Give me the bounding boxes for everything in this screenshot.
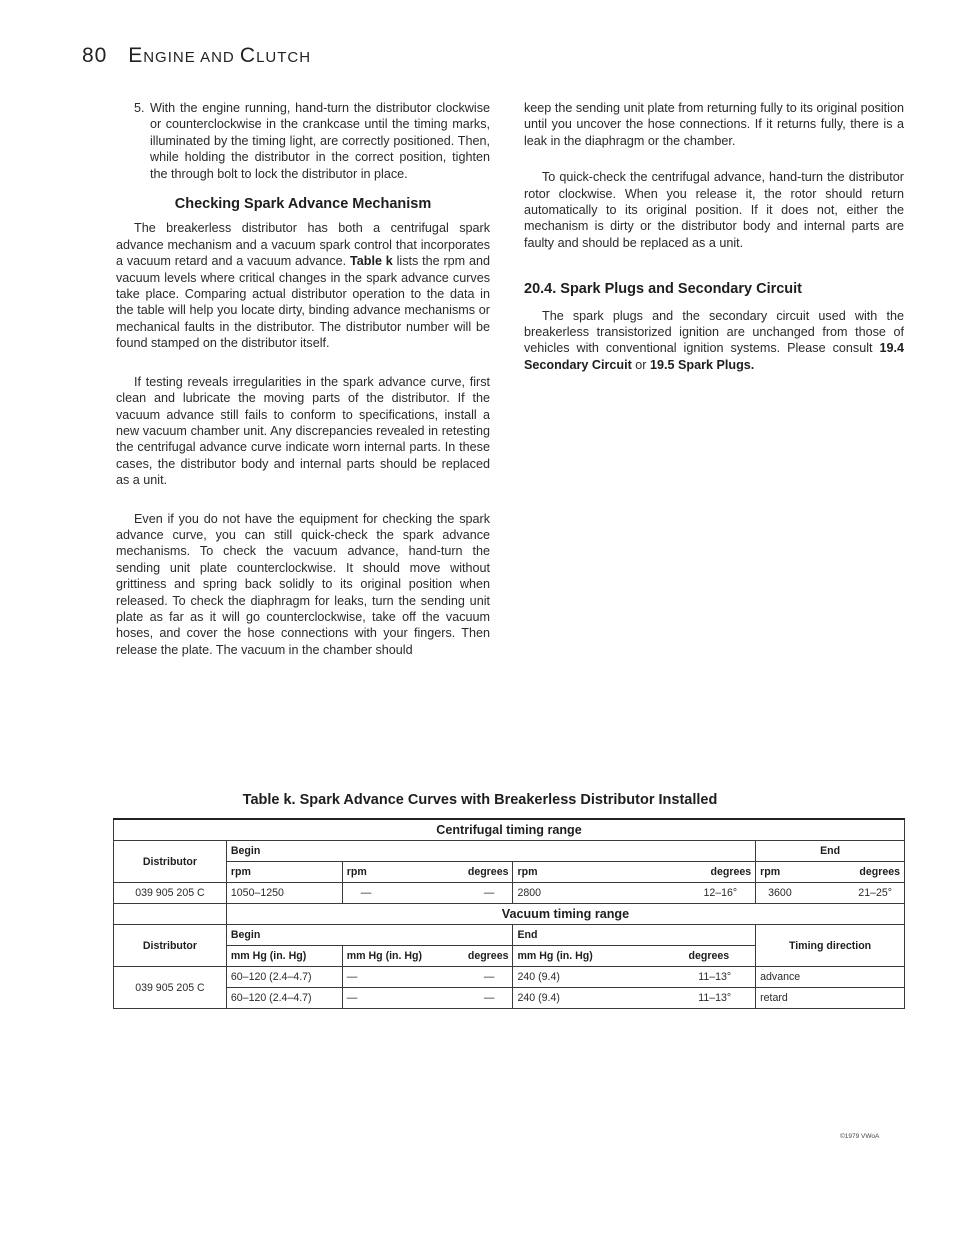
degrees-label: degrees — [859, 866, 900, 878]
rpm-header: rpm — [226, 862, 342, 883]
distributor-cell: 039 905 205 C — [114, 883, 227, 904]
mmhg-value: 240 (9.4) — [517, 971, 560, 983]
distributor-header: Distributor — [114, 925, 227, 967]
mmhg-label: mm Hg (in. Hg) — [517, 950, 593, 962]
rpm-degrees-header — [513, 862, 756, 883]
mmhg-degrees-header — [342, 946, 513, 967]
mmhg-value: — — [346, 992, 358, 1004]
mmhg-value: 240 (9.4) — [517, 992, 560, 1004]
paragraph — [116, 220, 490, 351]
vacuum-range-header: Vacuum timing range — [226, 904, 904, 925]
section-heading: Checking Spark Advance Mechanism — [174, 196, 432, 213]
end-header: End — [756, 841, 905, 862]
mmhg-degrees-cell — [513, 988, 756, 1009]
end-header: End — [513, 925, 756, 946]
distributor-cell: 039 905 205 C — [114, 967, 227, 1009]
degrees-label: degrees — [688, 950, 730, 962]
mmhg-header: mm Hg (in. Hg) — [226, 946, 342, 967]
paragraph: If testing reveals irregularities in the spark advance curve, first clean and lubricate the moving parts of the distributor. If the vacuum advance still fails to conform to specifications, install a new vacuum chamber unit. Any discrepancies revealed in retesting the centrifugal advance curve indicate worn internal parts. In these cases, the distributor body and internal parts should be replaced as a unit. — [116, 374, 490, 488]
right-column — [524, 100, 904, 388]
left-column — [116, 100, 490, 673]
mmhg-degrees-header — [513, 946, 756, 967]
begin-cell: 60–120 (2.4–4.7) — [226, 988, 342, 1009]
paragraph — [524, 308, 904, 374]
paragraph: keep the sending unit plate from returning fully to its original position until you uncover the hose connections. If it returns fully, there is a leak in the diaphragm or the chamber. — [524, 101, 904, 148]
title-part: AND — [195, 49, 240, 66]
begin-rpm-cell: 1050–1250 — [226, 883, 342, 904]
title-part: LUTCH — [256, 49, 312, 66]
section-heading: 20.4. Spark Plugs and Secondary Circuit — [524, 281, 803, 298]
end-cell — [756, 883, 905, 904]
spark-advance-table — [113, 818, 905, 1009]
table-row — [114, 988, 905, 1009]
degrees-value: — — [483, 887, 495, 899]
mmhg-degrees-cell — [513, 967, 756, 988]
text: The breakerless distributor has both a centrifugal spark advance mechanism and a vacuum spark control that incorporates a vacuum retard and a vacuum advance. — [116, 221, 490, 269]
mmhg-degrees-cell — [342, 967, 513, 988]
mmhg-degrees-cell — [342, 988, 513, 1009]
copyright-notice: ©1979 VWoA — [840, 1133, 880, 1140]
degrees-value: 11–13° — [698, 992, 732, 1004]
rpm-value: — — [360, 887, 372, 899]
rpm-degrees-header — [342, 862, 513, 883]
degrees-value: 12–16° — [703, 887, 738, 899]
degrees-label: degrees — [467, 950, 509, 962]
chapter-title — [128, 44, 311, 67]
rpm-degrees-header — [756, 862, 905, 883]
rpm-degrees-cell — [342, 883, 513, 904]
distributor-header: Distributor — [114, 841, 227, 883]
begin-cell: 60–120 (2.4–4.7) — [226, 967, 342, 988]
degrees-label: degrees — [710, 866, 752, 878]
page-header — [82, 44, 311, 68]
direction-cell: advance — [756, 967, 905, 988]
begin-header: Begin — [226, 841, 755, 862]
table-row — [114, 925, 905, 946]
table-row — [114, 862, 905, 883]
step-5 — [116, 100, 490, 182]
text: or — [631, 357, 650, 372]
step-number: 5. — [134, 101, 145, 115]
table-row — [114, 967, 905, 988]
section-reference: 19.5 Spark Plugs. — [649, 357, 755, 372]
degrees-value: — — [483, 971, 495, 983]
title-letter: E — [128, 44, 144, 67]
direction-cell: retard — [756, 988, 905, 1009]
section-reference: 19.4 Secondary Circuit — [524, 341, 904, 372]
rpm-label: rpm — [517, 866, 538, 878]
rpm-value: 3600 — [768, 887, 792, 899]
degrees-value: 11–13° — [698, 971, 732, 983]
centrifugal-range-header: Centrifugal timing range — [114, 819, 905, 841]
table-title: Table k. Spark Advance Curves with Breakerless Distributor Installed — [242, 792, 718, 808]
table-row — [114, 883, 905, 904]
degrees-value: 21–25° — [858, 887, 892, 899]
mmhg-label: mm Hg (in. Hg) — [346, 950, 423, 962]
title-letter: C — [239, 44, 257, 67]
rpm-value: 2800 — [517, 887, 542, 899]
paragraph: Even if you do not have the equipment for checking the spark advance curve, you can still quick-check the spark advance mechanisms. To check the vacuum advance, hand-turn the sending unit plate counterclockwise. It should move without grittiness and spring back solidly to its original position when released. To check the diaphragm for leaks, turn the sending unit plate as far as it will go counterclockwise, take off the vacuum hoses, and cover the hose connections with your fingers. Then release the plate. The vacuum in the chamber should — [116, 511, 490, 657]
paragraph: To quick-check the centrifugal advance, hand-turn the distributor rotor clockwise. When you release it, the rotor should return automatically to its original position. If it does not, either the mechanism is dirty or the distributor body and internal parts are faulty and should be replaced as a unit. — [524, 170, 904, 250]
step-text: With the engine running, hand-turn the distributor clockwise or counterclockwise in the crankcase until the timing marks, illuminated by the timing light, are correctly positioned. Then, while holding the distributor in the correct position, tighten the through bolt to lock the distributor in place. — [150, 101, 490, 181]
table-row — [114, 819, 905, 841]
text: The spark plugs and the secondary circuit used with the breakerless transistorized ignition are unchanged from those of vehicles with conventional ignition systems. Please consult — [524, 308, 904, 356]
rpm-label: rpm — [346, 866, 367, 878]
table-reference: Table k — [350, 254, 393, 269]
degrees-label: degrees — [467, 866, 509, 878]
begin-header: Begin — [226, 925, 513, 946]
page-number: 80 — [82, 44, 108, 67]
rpm-label: rpm — [760, 866, 781, 878]
timing-direction-header: Timing direction — [756, 925, 905, 967]
title-part: NGINE — [143, 49, 196, 66]
rpm-degrees-cell — [513, 883, 756, 904]
text: lists the rpm and vacuum levels where critical changes in the spark advance curves take place. Comparing actual distributor operation to the data in the table will help you locate dirty, binding advance mechanisms or mechanical faults in the distributor. The distributor number will be found stamped on the distributor itself. — [116, 254, 490, 351]
table-row — [114, 904, 905, 925]
degrees-value: — — [483, 992, 495, 1004]
table-row — [114, 841, 905, 862]
mmhg-value: — — [346, 971, 358, 983]
